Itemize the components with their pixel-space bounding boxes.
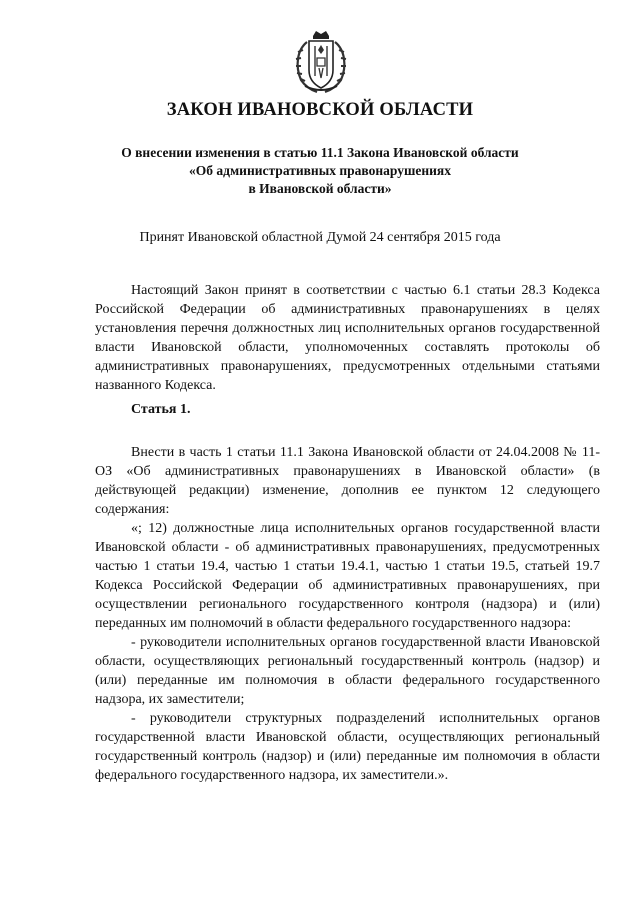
article-body (95, 443, 600, 785)
article-heading: Статья 1. (131, 402, 191, 417)
adoption-line: Принят Ивановской областной Думой 24 сентября 2015 года (139, 230, 501, 245)
subtitle-line: О внесении изменения в статью 11.1 Закона Ивановской области (121, 145, 519, 160)
article-paragraph: - руководители исполнительных органов государственной власти Ивановской области, осуществляющих региональный государственный контроль (надзор) и (или) переданные им полномочия в области федерального государственного надзора, их заместители; (95, 635, 600, 707)
preamble (95, 281, 600, 395)
law-title: ЗАКОН ИВАНОВСКОЙ ОБЛАСТИ (166, 100, 474, 120)
article-paragraph: Внести в часть 1 статьи 11.1 Закона Ивановской области от 24.04.2008 № 11-ОЗ «Об административных правонарушениях в Ивановской области» (в действующей редакции) изменение, дополнив ее пунктом 12 следующего содержания: (95, 445, 600, 517)
preamble-paragraph: Настоящий Закон принят в соответствии с частью 6.1 статьи 28.3 Кодекса Российской Федерации об административных правонарушениях в целях установления перечня должностных лиц исполнительных органов государственной власти Ивановской области, уполномоченных составлять протоколы об административных правонарушениях, предусмотренных отдельными статьями названного Кодекса. (95, 283, 600, 393)
subtitle-line: в Ивановской области» (248, 181, 392, 196)
article-paragraph: - руководители структурных подразделений исполнительных органов государственной власти Ивановской области, осуществляющих региональный государственный контроль (надзор) и (или) переданные им полномочия в области федерального государственного надзора, их заместители.». (95, 711, 600, 783)
subtitle-line: «Об административных правонарушениях (189, 163, 451, 178)
ivanovo-coat-of-arms-icon (293, 30, 349, 94)
law-subtitle (80, 144, 560, 198)
article-paragraph: «; 12) должностные лица исполнительных органов государственной власти Ивановской области - об административных правонарушениях, предусмотренных частью 1 статьи 19.4, частью 1 статьи 19.4.1, частью 1 статьи 19.5, статьей 19.7 Кодекса Российской Федерации об административных правонарушениях, при осуществлении регионального государственного контроля (надзора) и (или) переданных им полномочий в области федерального государственного надзора: (95, 521, 600, 631)
